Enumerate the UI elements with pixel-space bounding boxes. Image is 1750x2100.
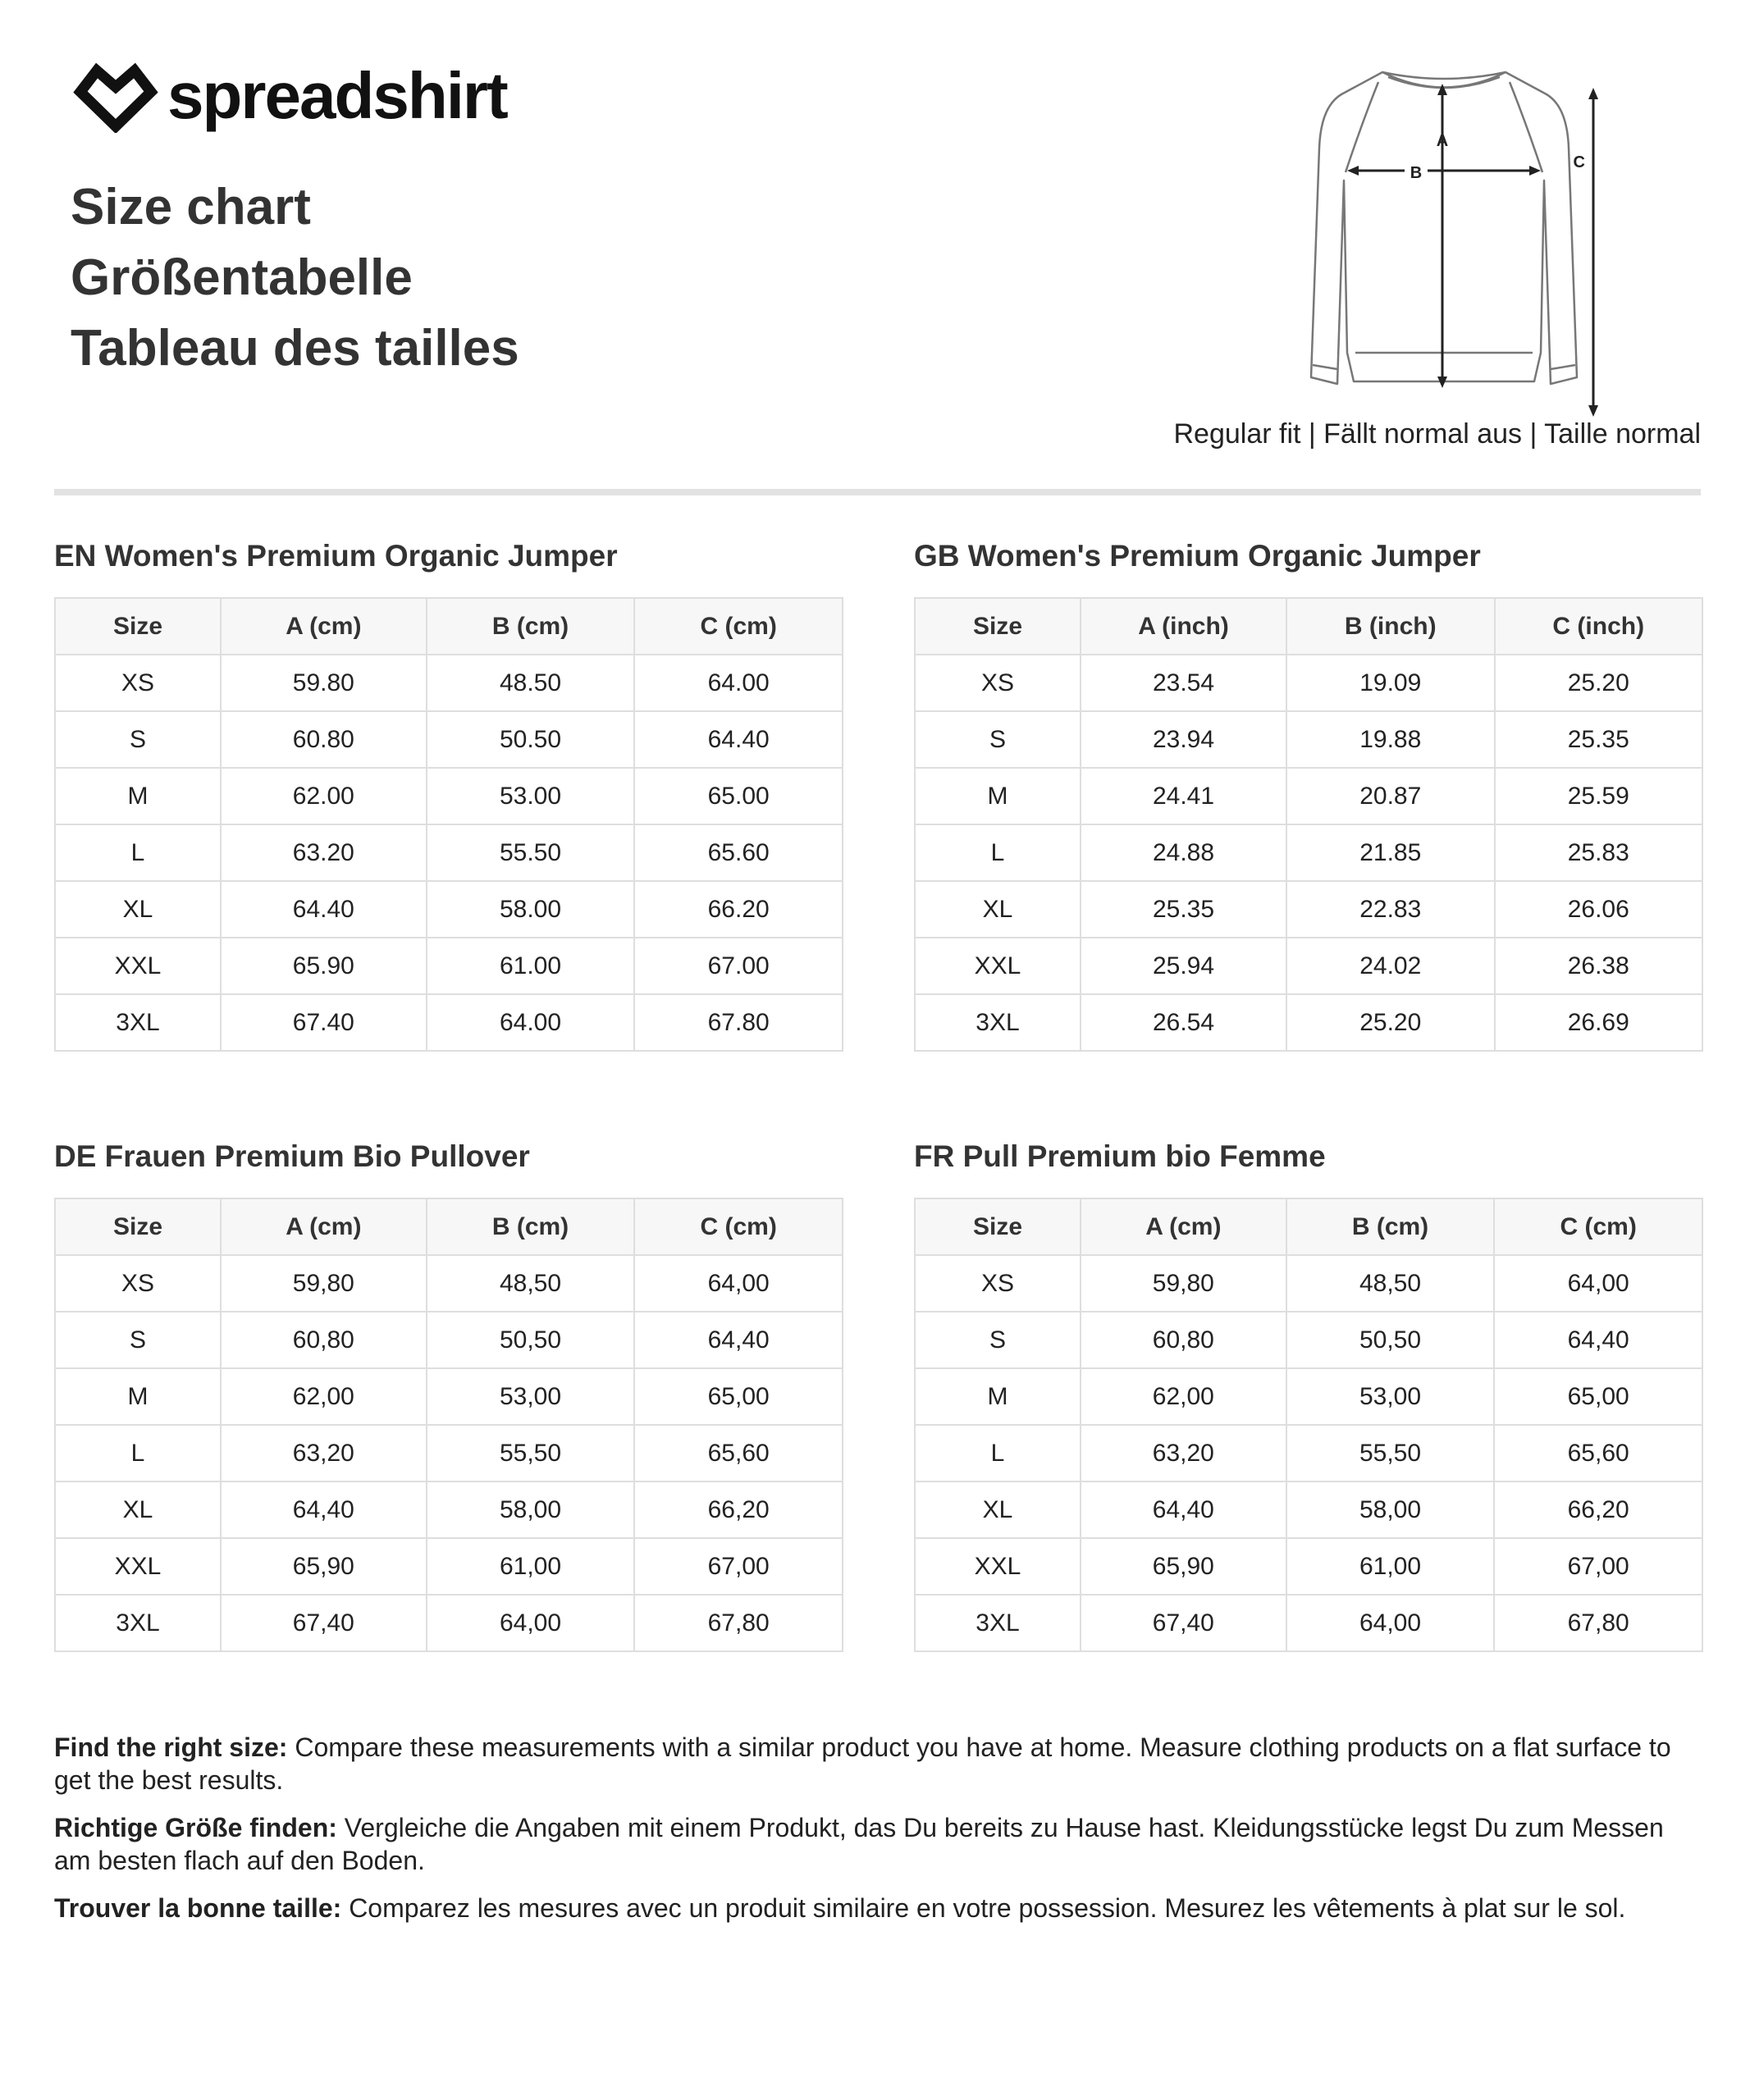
table-row — [915, 824, 1702, 881]
size-cell: S — [55, 711, 221, 768]
table-row — [915, 1312, 1702, 1368]
measurement-cell: 50,50 — [1286, 1312, 1495, 1368]
size-cell: 3XL — [55, 994, 221, 1051]
size-table-en — [54, 540, 843, 1052]
table-row — [915, 768, 1702, 824]
measurement-cell: 63,20 — [1081, 1425, 1286, 1481]
measurement-cell: 64,00 — [1286, 1595, 1495, 1651]
table-row — [915, 711, 1702, 768]
table-row — [915, 1595, 1702, 1651]
table-row — [55, 938, 843, 994]
table-row — [915, 994, 1702, 1051]
table-row — [915, 655, 1702, 711]
fit-note: Regular fit | Fällt normal aus | Taille normal — [1173, 418, 1701, 450]
measurement-cell: 67.80 — [634, 994, 843, 1051]
size-table-fr — [914, 1140, 1703, 1652]
measurement-cell: 64,00 — [427, 1595, 635, 1651]
size-cell: XS — [55, 655, 221, 711]
size-cell: S — [915, 1312, 1081, 1368]
label-b: B — [1410, 164, 1423, 182]
table-row — [55, 1425, 843, 1481]
divider — [54, 489, 1701, 495]
measurement-cell: 67,80 — [1494, 1595, 1702, 1651]
size-cell: S — [55, 1312, 221, 1368]
size-cell: XL — [915, 881, 1081, 938]
measurement-cell: 65.00 — [634, 768, 843, 824]
measurement-cell: 66.20 — [634, 881, 843, 938]
table-header-row — [915, 598, 1702, 655]
column-header: Size — [55, 1198, 221, 1255]
column-header: A (cm) — [221, 598, 427, 655]
table-title: EN Women's Premium Organic Jumper — [54, 539, 618, 573]
size-cell: L — [915, 824, 1081, 881]
note-de — [54, 1811, 1703, 1877]
title-en: Size chart — [71, 179, 311, 235]
size-cell: XL — [55, 1481, 221, 1538]
size-cell: L — [55, 1425, 221, 1481]
measurement-cell: 67.00 — [634, 938, 843, 994]
label-c: C — [1573, 153, 1585, 171]
measurement-cell: 25.94 — [1081, 938, 1286, 994]
table-title: GB Women's Premium Organic Jumper — [914, 539, 1481, 573]
measurement-cell: 66,20 — [634, 1481, 843, 1538]
column-header: A (cm) — [1081, 1198, 1286, 1255]
column-header: C (cm) — [1494, 1198, 1702, 1255]
measurement-cell: 58,00 — [1286, 1481, 1495, 1538]
table-header-row — [55, 1198, 843, 1255]
measurement-cell: 67,80 — [634, 1595, 843, 1651]
table-row — [55, 1538, 843, 1595]
measurement-cell: 67,00 — [634, 1538, 843, 1595]
measurement-cell: 25.59 — [1495, 768, 1703, 824]
column-header: Size — [55, 598, 221, 655]
size-cell: XXL — [55, 1538, 221, 1595]
table-row — [915, 881, 1702, 938]
measurement-cell: 55.50 — [427, 824, 635, 881]
size-cell: 3XL — [915, 1595, 1081, 1651]
measurement-cell: 62,00 — [221, 1368, 427, 1425]
table-row — [55, 881, 843, 938]
measurement-cell: 59,80 — [221, 1255, 427, 1312]
measurement-cell: 60,80 — [1081, 1312, 1286, 1368]
measurement-cell: 25.20 — [1286, 994, 1494, 1051]
measurement-cell: 23.94 — [1081, 711, 1286, 768]
measurement-cell: 24.88 — [1081, 824, 1286, 881]
table-row — [915, 1368, 1702, 1425]
table-row — [915, 1481, 1702, 1538]
measurement-cell: 53,00 — [1286, 1368, 1495, 1425]
size-table-de — [54, 1140, 843, 1652]
size-cell: XL — [55, 881, 221, 938]
column-header: Size — [915, 1198, 1081, 1255]
size-table — [54, 1198, 843, 1652]
column-header: B (cm) — [1286, 1198, 1495, 1255]
measurement-cell: 64,40 — [221, 1481, 427, 1538]
measurement-cell: 50.50 — [427, 711, 635, 768]
measurement-cell: 64,00 — [634, 1255, 843, 1312]
measurement-cell: 61.00 — [427, 938, 635, 994]
measurement-cell: 26.69 — [1495, 994, 1703, 1051]
measurement-cell: 67.40 — [221, 994, 427, 1051]
table-header-row — [915, 1198, 1702, 1255]
measurement-cell: 62.00 — [221, 768, 427, 824]
note-text: Compare these measurements with a similar product you have at home. Measure clothing products on a flat surface to get the best results. — [54, 1732, 1671, 1795]
measurement-cell: 64.40 — [634, 711, 843, 768]
measurement-cell: 67,40 — [1081, 1595, 1286, 1651]
measurement-cell: 22.83 — [1286, 881, 1494, 938]
size-cell: M — [915, 768, 1081, 824]
size-cell: L — [915, 1425, 1081, 1481]
size-table-gb — [914, 540, 1703, 1052]
table-row — [915, 1255, 1702, 1312]
measurement-cell: 21.85 — [1286, 824, 1494, 881]
column-header: B (cm) — [427, 598, 635, 655]
page-titles — [71, 172, 519, 384]
table-row — [55, 1255, 843, 1312]
title-de: Größentabelle — [71, 249, 413, 306]
measurement-cell: 64,40 — [1494, 1312, 1702, 1368]
measurement-cell: 48,50 — [427, 1255, 635, 1312]
size-cell: 3XL — [915, 994, 1081, 1051]
measurement-cell: 25.35 — [1495, 711, 1703, 768]
measurement-cell: 62,00 — [1081, 1368, 1286, 1425]
table-row — [55, 824, 843, 881]
size-cell: XL — [915, 1481, 1081, 1538]
table-row — [915, 1538, 1702, 1595]
size-cell: XXL — [915, 1538, 1081, 1595]
size-cell: XS — [915, 1255, 1081, 1312]
column-header: B (cm) — [427, 1198, 635, 1255]
measurement-cell: 24.02 — [1286, 938, 1494, 994]
table-row — [55, 1595, 843, 1651]
measurement-cell: 48,50 — [1286, 1255, 1495, 1312]
measurement-cell: 59.80 — [221, 655, 427, 711]
size-notes — [54, 1731, 1703, 1939]
note-heading: Trouver la bonne taille: — [54, 1893, 342, 1923]
heart-logo-icon — [71, 59, 161, 133]
note-text: Comparez les mesures avec un produit similaire en votre possession. Mesurez les vêtements à plat sur le sol. — [341, 1893, 1626, 1923]
column-header: C (cm) — [634, 598, 843, 655]
measurement-cell: 25.35 — [1081, 881, 1286, 938]
measurement-cell: 26.06 — [1495, 881, 1703, 938]
note-heading: Find the right size: — [54, 1732, 288, 1762]
measurement-cell: 63,20 — [221, 1425, 427, 1481]
measurement-cell: 26.38 — [1495, 938, 1703, 994]
size-cell: M — [915, 1368, 1081, 1425]
measurement-cell: 65,60 — [1494, 1425, 1702, 1481]
measurement-cell: 64,00 — [1494, 1255, 1702, 1312]
measurement-cell: 65,90 — [221, 1538, 427, 1595]
table-row — [55, 1368, 843, 1425]
table-row — [55, 711, 843, 768]
label-a: A — [1436, 132, 1449, 150]
measurement-lines — [1354, 90, 1593, 410]
measurement-cell: 65.90 — [221, 938, 427, 994]
measurement-cell: 65,90 — [1081, 1538, 1286, 1595]
measurement-cell: 53,00 — [427, 1368, 635, 1425]
measurement-cell: 64.00 — [634, 655, 843, 711]
column-header: C (inch) — [1495, 598, 1703, 655]
table-row — [915, 938, 1702, 994]
measurement-cell: 67,00 — [1494, 1538, 1702, 1595]
size-table — [54, 597, 843, 1052]
size-cell: M — [55, 1368, 221, 1425]
measurement-cell: 26.54 — [1081, 994, 1286, 1051]
measurement-cell: 19.09 — [1286, 655, 1494, 711]
measurement-cell: 65,00 — [634, 1368, 843, 1425]
measurement-cell: 50,50 — [427, 1312, 635, 1368]
measurement-cell: 66,20 — [1494, 1481, 1702, 1538]
measurement-cell: 63.20 — [221, 824, 427, 881]
measurement-cell: 55,50 — [427, 1425, 635, 1481]
brand-name: spreadshirt — [167, 59, 507, 132]
column-header: B (inch) — [1286, 598, 1494, 655]
measurement-cell: 19.88 — [1286, 711, 1494, 768]
table-row — [915, 1425, 1702, 1481]
measurement-cell: 53.00 — [427, 768, 635, 824]
sweater-outline — [1311, 72, 1577, 384]
size-table — [914, 597, 1703, 1052]
measurement-cell: 67,40 — [221, 1595, 427, 1651]
measurement-cell: 64,40 — [634, 1312, 843, 1368]
column-header: A (cm) — [221, 1198, 427, 1255]
note-fr — [54, 1892, 1703, 1924]
measurement-cell: 55,50 — [1286, 1425, 1495, 1481]
sweater-measurement-diagram — [1280, 57, 1608, 418]
measurement-cell: 61,00 — [427, 1538, 635, 1595]
measurement-cell: 58.00 — [427, 881, 635, 938]
measurement-cell: 20.87 — [1286, 768, 1494, 824]
measurement-cell: 23.54 — [1081, 655, 1286, 711]
measurement-cell: 65,00 — [1494, 1368, 1702, 1425]
measurement-cell: 64.40 — [221, 881, 427, 938]
measurement-cell: 60,80 — [221, 1312, 427, 1368]
measurement-cell: 64.00 — [427, 994, 635, 1051]
table-row — [55, 768, 843, 824]
size-cell: XS — [915, 655, 1081, 711]
table-row — [55, 655, 843, 711]
size-cell: M — [55, 768, 221, 824]
measurement-cell: 48.50 — [427, 655, 635, 711]
measurement-cell: 64,40 — [1081, 1481, 1286, 1538]
table-row — [55, 1312, 843, 1368]
note-heading: Richtige Größe finden: — [54, 1813, 337, 1842]
note-text: Vergleiche die Angaben mit einem Produkt, das Du bereits zu Hause hast. Kleidungsstücke legst Du zum Messen am besten flach auf den Boden. — [54, 1813, 1664, 1875]
column-header: Size — [915, 598, 1081, 655]
measurement-cell: 25.20 — [1495, 655, 1703, 711]
measurement-cell: 60.80 — [221, 711, 427, 768]
measurement-cell: 24.41 — [1081, 768, 1286, 824]
size-cell: XS — [55, 1255, 221, 1312]
size-cell: XXL — [915, 938, 1081, 994]
measurement-cell: 65,60 — [634, 1425, 843, 1481]
measurement-cell: 61,00 — [1286, 1538, 1495, 1595]
table-title: FR Pull Premium bio Femme — [914, 1139, 1326, 1173]
table-row — [55, 1481, 843, 1538]
brand-logo — [71, 59, 507, 133]
column-header: C (cm) — [634, 1198, 843, 1255]
table-title: DE Frauen Premium Bio Pullover — [54, 1139, 530, 1173]
table-row — [55, 994, 843, 1051]
measurement-cell: 65.60 — [634, 824, 843, 881]
title-fr: Tableau des tailles — [71, 320, 519, 377]
note-en — [54, 1731, 1703, 1796]
size-cell: S — [915, 711, 1081, 768]
measurement-cell: 25.83 — [1495, 824, 1703, 881]
measurement-cell: 59,80 — [1081, 1255, 1286, 1312]
measurement-cell: 58,00 — [427, 1481, 635, 1538]
size-cell: L — [55, 824, 221, 881]
size-cell: 3XL — [55, 1595, 221, 1651]
size-cell: XXL — [55, 938, 221, 994]
column-header: A (inch) — [1081, 598, 1286, 655]
size-table — [914, 1198, 1703, 1652]
table-header-row — [55, 598, 843, 655]
